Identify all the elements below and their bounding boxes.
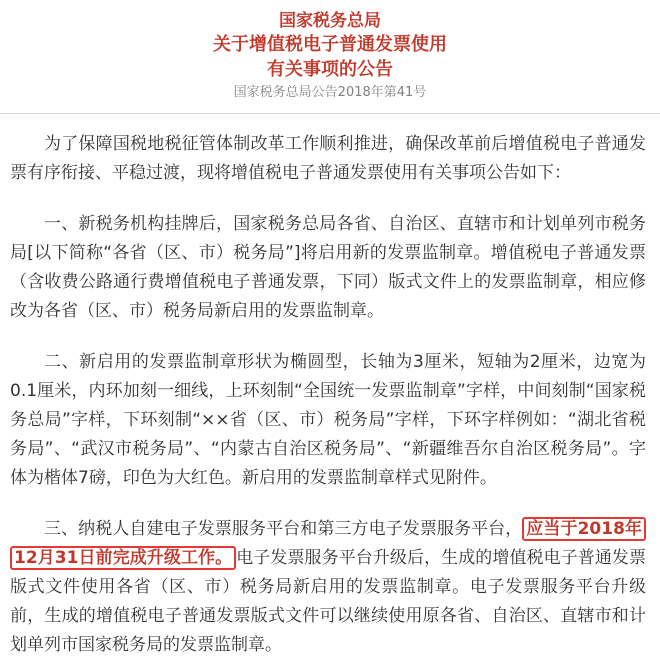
title-line-1: 关于增值税电子普通发票使用	[213, 34, 447, 55]
header-divider	[0, 113, 660, 114]
item-1-paragraph: 一、新税务机构挂牌后，国家税务总局各省、自治区、直辖市和计划单列市税务局[以下简称“各省（区、市）税务局”]将启用新的发票监制章。增值税电子普通发票（含收费公路通行费增值税电子普通发票，下同）版式文件上的发票监制章，相应修改为各省（区、市）税务局新启用的发票监制章。	[10, 214, 646, 321]
item-2-paragraph: 二、新启用的发票监制章形状为椭圆型，长轴为3厘米，短轴为2厘米，边宽为0.1厘米，内环加刻一细线，上环刻制“全国统一发票监制章”字样，中间刻制“国家税务总局”字样，下环刻制“××省（区、市）税务局”字样，下环字样例如：“湖北省税务局”、“武汉市税务局”、“内蒙古自治区税务局”、“新疆维吾尔自治区税务局”。字体为楷体7磅，印色为大红色。新启用的发票监制章样式见附件。	[10, 352, 646, 488]
item-3-start: 三、纳税人自建电子发票服务平台和第三方电子发票服务平台，	[44, 519, 523, 539]
document-body	[0, 130, 660, 660]
document-header	[0, 0, 660, 103]
agency-name: 国家税务总局	[279, 11, 381, 31]
item-3-rest: 电子发票服务平台升级后，生成的增值税电子普通发票版式文件使用各省（区、市）税务局新启用的发票监制章。电子发票服务平台升级前，生成的增值税电子普通发票版式文件可以继续使用原各省、自治区、直辖市和计划单列市国家税务局的发票监制章。	[10, 548, 646, 655]
intro-paragraph: 为了保障国税地税征管体制改革工作顺利推进，确保改革前后增值税电子普通发票有序衔接、平稳过渡，现将增值税电子普通发票使用有关事项公告如下：	[10, 134, 646, 183]
document-number: 国家税务总局公告2018年第41号	[233, 85, 427, 100]
title-line-2: 有关事项的公告	[267, 59, 393, 80]
deadline-highlight-2: 12月31日前完成升级工作。	[10, 546, 236, 570]
deadline-highlight-1: 应当于2018年	[522, 517, 646, 541]
item-3-paragraph	[10, 515, 646, 660]
